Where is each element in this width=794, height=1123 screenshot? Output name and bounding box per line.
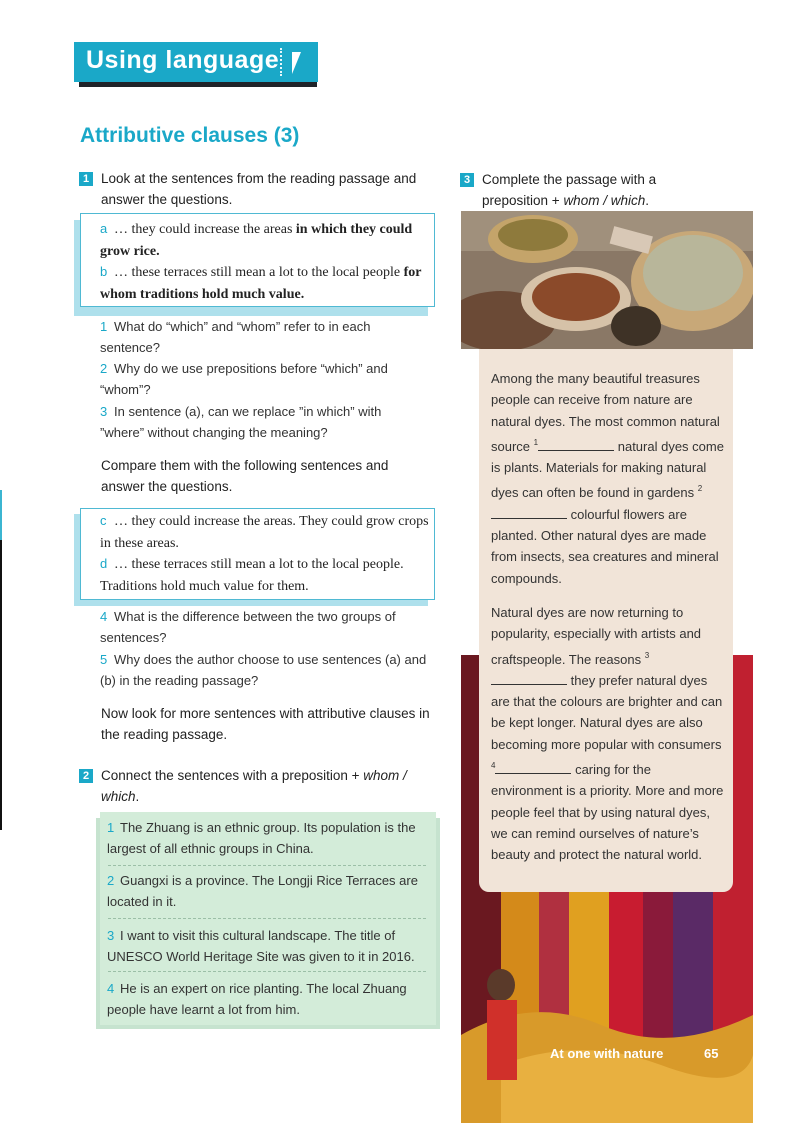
banner-divider [280, 48, 282, 76]
page-number: 65 [704, 1046, 719, 1061]
answer-blank-1[interactable] [538, 438, 614, 451]
example-b-plain: … these terraces still mean a lot to the local people [114, 265, 404, 280]
passage-text: colourful flowers are planted. Other natural dyes are made from insects, sea creatures and mineral compounds. [491, 506, 719, 586]
example-d [100, 553, 430, 597]
item-number: 1 [107, 820, 115, 835]
item-text: The Zhuang is an ethnic group. Its population is the largest of all ethnic groups in China. [107, 820, 416, 856]
passage-text: natural dyes come is plants. Materials for making natural dyes can often be found in gardens [491, 438, 724, 501]
exercise-3-badge: 3 [460, 173, 474, 187]
page-edge-mark [0, 540, 2, 830]
blank-number: 3 [644, 650, 650, 660]
item-divider [108, 918, 426, 919]
question-4 [100, 606, 420, 649]
example-c-text: … they could increase the areas. They could grow crops in these areas. [100, 514, 429, 551]
compare-instruction: Compare them with the following sentences and answer the questions. [101, 458, 389, 494]
passage-text: they prefer natural dyes are that the colours are brighter and can be kept longer. Natural dyes are also becoming more popular with consumers [491, 672, 723, 752]
banner-title: Using language [86, 46, 280, 74]
exercise-3-instruction: Complete the passage with a preposition + whom / which. [482, 172, 657, 208]
question-number: 3 [100, 404, 108, 419]
question-number: 1 [100, 319, 108, 334]
instruction-plain: Connect the sentences with a preposition + [101, 768, 364, 783]
instruction-plain: Complete the passage with a preposition + [482, 172, 657, 208]
question-number: 4 [100, 609, 108, 624]
unit-footer: At one with nature [550, 1046, 664, 1061]
passage-paragraph-1 [491, 368, 725, 589]
question-text: Why do we use prepositions before “which” and “whom”? [100, 361, 388, 398]
example-b [100, 261, 430, 305]
connect-item-4 [107, 978, 429, 1020]
blank-number: 1 [533, 437, 539, 447]
question-text: What is the difference between the two groups of sentences? [100, 609, 396, 646]
example-c [100, 510, 430, 554]
question-2 [100, 358, 420, 401]
item-text: Guangxi is a province. The Longji Rice Terraces are located in it. [107, 873, 418, 909]
item-divider [108, 865, 426, 866]
section-title: Attributive clauses (3) [80, 124, 300, 147]
item-text: I want to visit this cultural landscape. The title of UNESCO World Heritage Site was given to it in 2016. [107, 928, 415, 964]
bookmark-icon [292, 52, 301, 74]
exercise-1-badge: 1 [79, 172, 93, 186]
question-text: What do “which” and “whom” refer to in each sentence? [100, 319, 371, 356]
passage-text: caring for the environment is a priority. More and more people feel that by using natural dyes, we can remind ourselves of nature’s beauty and protect the natural world. [491, 762, 724, 863]
blank-number: 2 [697, 484, 703, 494]
question-number: 5 [100, 652, 108, 667]
example-a-bold: in which they could grow rice. [100, 222, 413, 259]
blank-number: 4 [491, 761, 496, 771]
question-text: In sentence (a), can we replace ”in which” with ”where” without changing the meaning? [100, 404, 382, 441]
example-a [100, 218, 430, 262]
connect-item-3 [107, 925, 431, 967]
item-number: 4 [107, 981, 115, 996]
answer-blank-2[interactable] [491, 506, 567, 519]
question-5 [100, 649, 430, 692]
exercise-1-instruction: Look at the sentences from the reading passage and answer the questions. [101, 171, 417, 207]
exercise-2-badge: 2 [79, 769, 93, 783]
item-number: 2 [107, 873, 115, 888]
item-number: 3 [107, 928, 115, 943]
example-letter: c [100, 513, 107, 528]
item-divider [108, 971, 426, 972]
example-a-plain: … they could increase the areas [114, 222, 296, 237]
question-number: 2 [100, 361, 108, 376]
example-b-bold: for whom traditions hold much value. [100, 265, 422, 302]
instruction-italic: whom / which [101, 768, 407, 804]
question-text: Why does the author choose to use sentences (a) and (b) in the reading passage? [100, 652, 427, 689]
answer-blank-3[interactable] [491, 672, 567, 685]
example-letter: a [100, 221, 108, 236]
exercise-2-instruction: Connect the sentences with a preposition + whom / which. [101, 768, 407, 804]
answer-blank-4[interactable] [495, 761, 571, 774]
item-text: He is an expert on rice planting. The local Zhuang people have learnt a lot from him. [107, 981, 407, 1017]
example-letter: b [100, 264, 108, 279]
passage-text: Natural dyes are now returning to popularity, especially with artists and craftspeople. The reasons [491, 605, 702, 667]
dye-materials-photo [461, 211, 753, 349]
example-d-text: … these terraces still mean a lot to the local people. Traditions hold much value for them. [100, 557, 404, 594]
example-letter: d [100, 556, 108, 571]
passage-paragraph-2 [491, 602, 725, 866]
instruction-italic: whom / which [563, 193, 646, 208]
connect-item-2 [107, 870, 429, 912]
final-instruction: Now look for more sentences with attributive clauses in the reading passage. [101, 706, 430, 742]
connect-item-1 [107, 817, 429, 859]
question-3 [100, 401, 420, 444]
passage-text: Among the many beautiful treasures people can receive from nature are natural dyes. The most common natural source [491, 371, 720, 454]
question-1 [100, 316, 420, 359]
